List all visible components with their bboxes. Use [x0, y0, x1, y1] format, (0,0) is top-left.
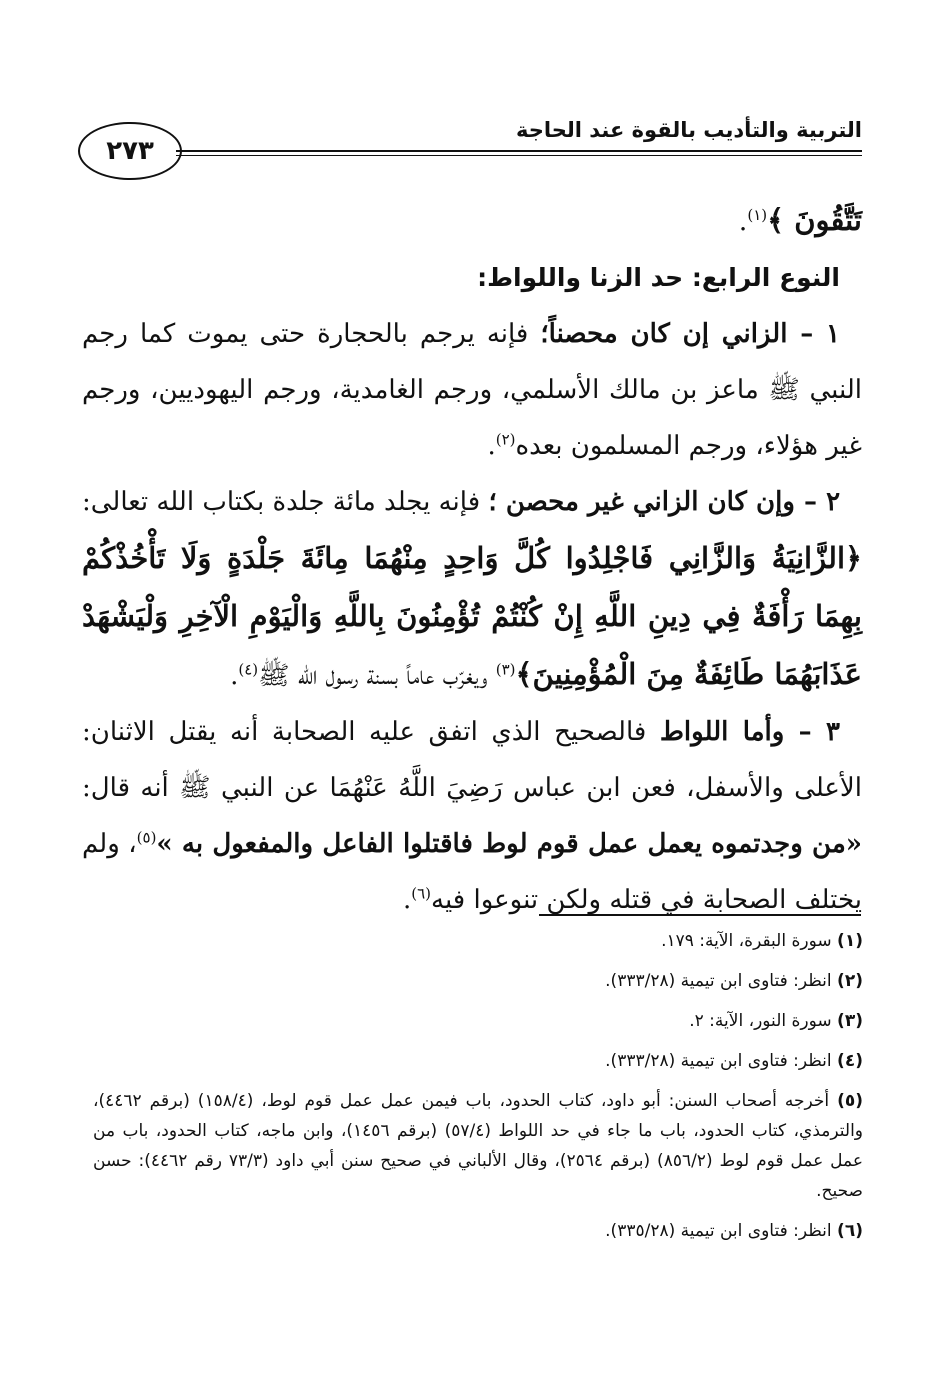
header-rule-thin — [176, 155, 862, 156]
running-title: التربية والتأديب بالقوة عند الحاجة — [516, 118, 862, 142]
verse-fragment: تَتَّقُونَ ﴾ — [767, 203, 862, 237]
footnote-text: انظر: فتاوى ابن تيمية (٣٣٥/٢٨). — [605, 1221, 832, 1241]
footnote-text: انظر: فتاوى ابن تيمية (٣٣٣/٢٨). — [605, 971, 832, 991]
footnote — [93, 966, 863, 996]
paragraph-1: ١ – الزاني إن كان محصناً؛ فإنه يرجم بالحجارة حتى يموت كما رجم النبي ﷺ ماعز بن مالك الأسلمي، ورجم الغامدية، ورجم اليهوديين، ورجم غير هؤلاء، ورجم المسلمون بعده$^{(٢)}$. — [82, 319, 862, 461]
paragraph-2: ٢ – وإن كان الزاني غير محصن ؛ فإنه يجلد مائة جلدة بكتاب الله تعالى:﴿الزَّانِيَةُ وَالزَّانِي فَاجْلِدُوا كُلَّ وَاحِدٍ مِنْهُمَا مِائَةَ جَلْدَةٍ وَلَا تَأْخُذْكُمْ بِهِمَا رَأْفَةٌ فِي دِينِ اللَّهِ إِنْ كُنْتُمْ تُؤْمِنُونَ بِاللَّهِ وَالْيَوْمِ الْآخِرِ وَلْيَشْهَدْ عَذَابَهُمَا طَائِفَةٌ مِنَ الْمُؤْمِنِينَ﴾$^{(٣)}$ ويغرّب عاماً بسنة رسول الله ﷺ$^{(٤)}$. — [82, 487, 862, 691]
footnote — [93, 1216, 863, 1246]
footnote — [93, 1006, 863, 1036]
quran-verse: ﴿الزَّانِيَةُ وَالزَّانِي فَاجْلِدُوا كُلَّ وَاحِدٍ مِنْهُمَا مِائَةَ جَلْدَةٍ وَلَا تَأْخُذْكُمْ بِهِمَا رَأْفَةٌ فِي دِينِ اللَّهِ إِنْ كُنْتُمْ تُؤْمِنُونَ بِاللَّهِ وَالْيَوْمِ الْآخِرِ وَلْيَشْهَدْ عَذَابَهُمَا طَائِفَةٌ مِنَ الْمُؤْمِنِينَ﴾ — [82, 541, 862, 691]
paragraph-1-text: فإنه يرجم بالحجارة حتى يموت كما رجم النبي ﷺ ماعز بن مالك الأسلمي، ورجم الغامدية، ورجم اليهوديين، ورجم غير هؤلاء، ورجم المسلمون بعده — [82, 319, 862, 461]
hadith-quote: «من وجدتموه يعمل عمل قوم لوط فاقتلوا الفاعل والمفعول به » — [156, 829, 863, 859]
footnote-number: (١) — [837, 931, 863, 951]
footnote-text: سورة البقرة، الآية: ١٧٩. — [661, 931, 832, 951]
section-heading: النوع الرابع: حد الزنا واللواط: — [477, 263, 840, 292]
paragraph-1-lead: ١ – الزاني إن كان محصناً؛ — [540, 319, 840, 349]
verse-ending: تَتَّقُونَ ﴾$^{(١)}$. — [738, 203, 862, 237]
footnote-ref: (٤) — [238, 660, 259, 679]
footnote-ref: (١) — [747, 206, 768, 224]
footnote-text: انظر: فتاوى ابن تيمية (٣٣٣/٢٨). — [605, 1051, 832, 1071]
footnote — [93, 1046, 863, 1076]
paragraph-3-tail: ، ولم يختلف الصحابة في قتله ولكن تنوعوا فيه — [82, 829, 862, 915]
paragraph-2-text: فإنه يجلد مائة جلدة بكتاب الله تعالى: — [82, 487, 481, 517]
header-rule — [176, 150, 862, 152]
paragraph-2-lead: ٢ – وإن كان الزاني غير محصن ؛ — [488, 487, 841, 517]
footnote-number: (٥) — [837, 1091, 864, 1111]
paragraph-3: ٣ – وأما اللواط فالصحيح الذي اتفق عليه الصحابة أنه يقتل الاثنان: الأعلى والأسفل، فعن ابن عباس رَضِيَ اللَّهُ عَنْهُمَا عن النبي ﷺ أنه قال: «من وجدتموه يعمل عمل قوم لوط فاقتلوا الفاعل والمفعول به »$^{(٥)}$، ولم يختلف الصحابة في قتله ولكن تنوعوا فيه$^{(٦)}$. — [82, 717, 863, 915]
footnote — [93, 1086, 863, 1206]
footnote-ref: (٣) — [495, 660, 516, 679]
footnote-ref: (٢) — [495, 430, 516, 449]
footnote-ref: (٥) — [136, 828, 157, 847]
page-number: ٢٧٣ — [78, 122, 182, 180]
footnote-text: أخرجه أصحاب السنن: أبو داود، كتاب الحدود، باب فيمن عمل عمل قوم لوط، (١٥٨/٤) (برقم ٤٤٦٢)، والترمذي، كتاب الحدود، باب ما جاء في حد اللواط (٥٧/٤) (برقم ١٤٥٦)، وابن ماجه، كتاب الحدود، باب من عمل عمل قوم لوط (٨٥٦/٢) (برقم ٢٥٦٤)، وقال الألباني في صحيح سنن أبي داود (٧٣/٣ رقم ٤٤٦٢): حسن صحيح. — [93, 1091, 864, 1201]
footnote — [93, 926, 863, 956]
page-header — [78, 118, 862, 182]
paragraph-2-tail: ويغرّب عاماً بسنة رسول الله ﷺ — [258, 661, 488, 691]
main-text — [82, 192, 862, 928]
paragraph-3-lead: ٣ – وأما اللواط — [659, 717, 840, 747]
footnote-separator — [539, 914, 861, 916]
footnote-number: (٤) — [837, 1051, 863, 1071]
footnotes — [93, 926, 863, 1256]
paragraph-3-text: فالصحيح الذي اتفق عليه الصحابة أنه يقتل الاثنان: الأعلى والأسفل، فعن ابن عباس رَضِيَ اللَّهُ عَنْهُمَا عن النبي ﷺ أنه قال: — [82, 717, 862, 803]
footnote-ref: (٦) — [411, 884, 431, 903]
footnote-text: سورة النور، الآية: ٢. — [689, 1011, 832, 1031]
footnote-number: (٢) — [837, 971, 863, 991]
footnote-number: (٣) — [837, 1011, 863, 1031]
footnote-number: (٦) — [837, 1221, 863, 1241]
